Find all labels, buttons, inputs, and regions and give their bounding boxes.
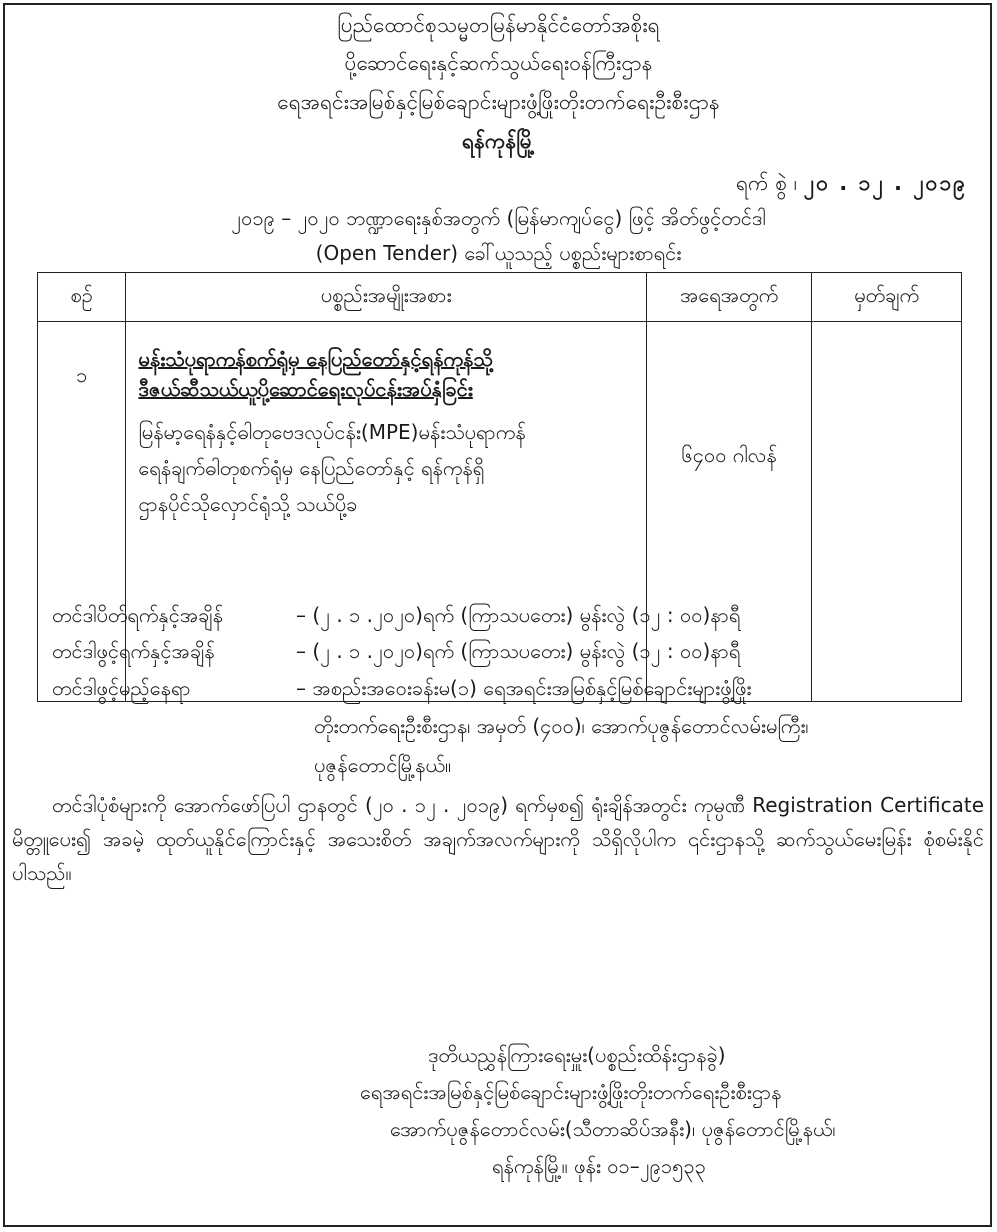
opening-place-line-3: ပုဇွန်တောင်မြို့နယ်။ — [314, 753, 451, 777]
header-serial: စဉ် — [38, 273, 126, 322]
date-value: ၂၀ . ၁၂ . ၂၀၁၉ — [803, 171, 967, 195]
header-department: ရေအရင်းအမြစ်နှင့်မြစ်ချောင်းများဖွံ့ဖြိုးတိုးတက်ရေးဦးစီးဌာန — [277, 90, 720, 114]
header-remarks: မှတ်ချက် — [812, 273, 962, 322]
item-desc-line-3: ဌာနပိုင်သိုလှောင်ရုံသို့ သယ်ပို့ခ — [138, 492, 358, 516]
tender-title: ၂၀၁၉ – ၂၀၂၀ ဘဏ္ဍာရေးနှစ်အတွက် (မြန်မာကျပ်ငွေ) ဖြင့် အိတ်ဖွင့်တင်ဒါ — [231, 206, 766, 230]
row-serial: ၁ — [38, 322, 126, 702]
row-remarks — [812, 322, 962, 702]
item-title-line-1: မန်းသံပုရာကန်စက်ရုံမှ နေပြည်တော်နှင့်ရန်ကုန်သို့ — [138, 347, 493, 371]
header-government: ပြည်ထောင်စုသမ္မတမြန်မာနိုင်ငံတော်အစိုးရ — [337, 13, 660, 37]
opening-place-line-1: – အစည်းအဝေးခန်းမ(၁) ရေအရင်းအမြစ်နှင့်မြစ်ချောင်းများဖွံ့ဖြိုး — [296, 676, 752, 700]
signature-department: ရေအရင်းအမြစ်နှင့်မြစ်ချောင်းများဖွံ့ဖြိုးတိုးတက်ရေးဦးစီးဌာန — [360, 1080, 782, 1104]
opening-place-label: တင်ဒါဖွင့်မည့်နေရာ — [52, 676, 191, 700]
item-description — [138, 414, 636, 522]
date-line — [736, 170, 967, 201]
item-desc-line-1: မြန်မာ့ရေနံနှင့်ဓါတုဗေဒလုပ်ငန်း(MPE)မန်းသံပုရာကန် — [138, 420, 526, 444]
header-city: ရန်ကုန်မြို့ — [461, 129, 536, 153]
signature-title: ဒုတိယညွှန်ကြားရေးမှူး(ပစ္စည်းထိန်းဌာနခွဲ) — [428, 1043, 726, 1067]
row-quantity: ၆၄၀၀ ဂါလန် — [646, 322, 811, 702]
signature-phone: ရန်ကုန်မြို့။ ဖုန်း ၀၁–၂၉၁၅၃၃ — [492, 1154, 706, 1178]
header-item-type: ပစ္စည်းအမျိုးအစား — [126, 273, 647, 322]
table-header-row — [38, 273, 962, 322]
closing-date-label: တင်ဒါပိတ်ရက်နှင့်အချိန် — [52, 603, 223, 627]
header-ministry: ပို့ဆောင်ရေးနှင့်ဆက်သွယ်ရေးဝန်ကြီးဌာန — [344, 51, 653, 75]
closing-date-value: – (၂ . ၁ .၂၀၂၀)ရက် (ကြာသပတေး) မွန်းလွဲ (၁၂ : ၀၀)နာရီ — [296, 603, 741, 627]
item-desc-line-2: ရေနံချက်ဓါတုစက်ရုံမှ နေပြည်တော်နှင့် ရန်ကုန်ရှိ — [138, 456, 485, 480]
opening-date-value: – (၂ . ၁ .၂၀၂၀)ရက် (ကြာသပတေး) မွန်းလွဲ (၁၂ : ၀၀)နာရီ — [296, 639, 741, 663]
opening-place-line-2: တိုးတက်ရေးဦးစီးဌာန၊ အမှတ် (၄၀၀)၊ အောက်ပုဇွန်တောင်လမ်းမကြီး၊ — [314, 714, 809, 738]
date-label: ရက် စွဲ ၊ — [736, 171, 804, 195]
item-title-line-2: ဒီဇယ်ဆီသယ်ယူပို့ဆောင်ရေးလုပ်ငန်းအပ်နှံခြင်း — [138, 377, 473, 401]
opening-date-label: တင်ဒါဖွင့်ရက်နှင့်အချိန် — [52, 639, 215, 663]
header-quantity: အရေအတွက် — [646, 273, 811, 322]
notice-paragraph: တင်ဒါပုံစံများကို အောက်ဖော်ပြပါ ဌာနတွင် (၂၀ . ၁၂ . ၂၀၁၉) ရက်မှစ၍ ရုံးချိန်အတွင်း ကုမ္ပဏီ Registration Certificate မိတ္တူပေး၍ အခမဲ့ ထုတ်ယူနိုင်ကြောင်းနှင့် အသေးစိတ် အချက်အလက်များကို သိရှိလိုပါက ၎င်းဌာနသို့ ဆက်သွယ်မေးမြန်း စုံစမ်းနိုင်ပါသည်။ — [12, 793, 984, 885]
signature-address: အောက်ပုဇွန်တောင်လမ်း(သီတာဆိပ်အနီး)၊ ပုဇွန်တောင်မြို့နယ်၊ — [390, 1117, 836, 1141]
tender-subtitle: (Open Tender) ခေါ်ယူသည့် ပစ္စည်းများစာရင်း — [315, 241, 682, 265]
